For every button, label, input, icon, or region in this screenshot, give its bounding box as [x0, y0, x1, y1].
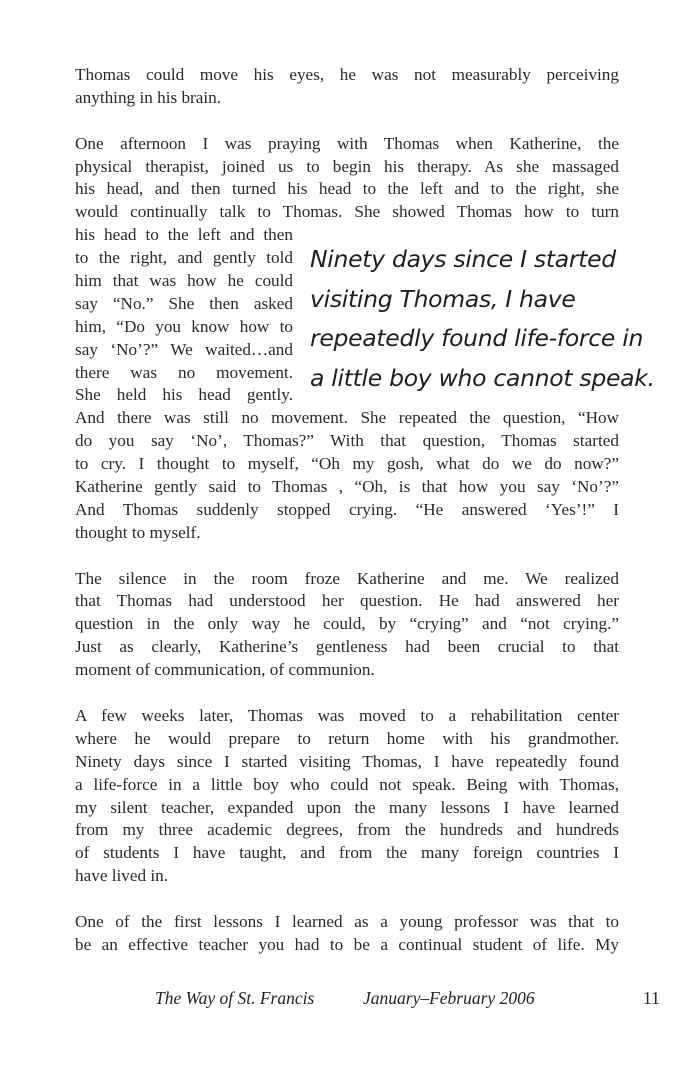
text-line: physical therapist, joined us to begin his therapy. As she massaged	[75, 156, 619, 176]
text-line: him that was how he could	[75, 271, 293, 291]
text-line: And Thomas suddenly stopped crying. “He answered ‘Yes’!” I	[75, 499, 619, 519]
text-line: Just as clearly, Katherine’s gentleness had been crucial to that	[75, 637, 619, 657]
text-line: have lived in.	[75, 866, 169, 886]
text-line: a life-force in a little boy who could not speak. Being with Thomas,	[75, 774, 619, 794]
text-line: do you say ‘No’, Thomas?” With that question, Thomas started	[75, 431, 619, 451]
pull-quote-line: Ninety days since I started	[310, 245, 616, 274]
text-line: A few weeks later, Thomas was moved to a rehabilitation center	[75, 705, 619, 725]
text-line: his head to the left and then	[75, 225, 293, 245]
text-line: say ‘No’?” We waited…and	[75, 339, 293, 359]
pull-quote-line: a little boy who cannot speak.	[310, 363, 655, 392]
text-line: be an effective teacher you had to be a continual student of life. My	[75, 934, 619, 954]
paragraph	[75, 911, 619, 957]
text-line: The silence in the room froze Katherine and me. We realized	[75, 568, 619, 588]
pull-quote-line: visiting Thomas, I have	[310, 284, 576, 313]
article-body	[75, 64, 655, 957]
text-line: to the right, and gently told	[75, 248, 293, 268]
text-line: from my three academic degrees, from the hundreds and hundreds	[75, 820, 619, 840]
paragraph	[75, 224, 293, 407]
page-number: 11	[643, 988, 660, 1008]
text-line: my silent teacher, expanded upon the many lessons I have learned	[75, 797, 619, 817]
paragraph	[75, 407, 619, 544]
publication-title: The Way of St. Francis	[155, 988, 315, 1008]
paragraph	[75, 705, 619, 888]
text-line: say “No.” She then asked	[75, 293, 293, 313]
text-line: One afternoon I was praying with Thomas when Katherine, the	[75, 133, 619, 153]
text-line: of students I have taught, and from the many foreign countries I	[75, 843, 619, 863]
text-line: Katherine gently said to Thomas , “Oh, is that how you say ‘No’?”	[75, 477, 619, 497]
text-line: that Thomas had understood her question. He had answered her	[75, 591, 619, 611]
text-line: Ninety days since I started visiting Thomas, I have repeatedly found	[75, 751, 619, 771]
text-line: to cry. I thought to myself, “Oh my gosh, what do we do now?”	[75, 454, 619, 474]
text-line: One of the first lessons I learned as a young professor was that to	[75, 911, 619, 931]
paragraph	[75, 568, 619, 682]
text-line: would continually talk to Thomas. She showed Thomas how to turn	[75, 202, 619, 222]
paragraph	[75, 133, 619, 225]
text-line: there was no movement.	[75, 362, 293, 382]
pull-quote-section	[75, 224, 655, 407]
text-line: him, “Do you know how to	[75, 316, 293, 336]
text-line: where he would prepare to return home with his grandmother.	[75, 728, 619, 748]
paragraph	[75, 64, 619, 110]
text-line: his head, and then turned his head to the left and to the right, she	[75, 179, 619, 199]
text-line: Thomas could move his eyes, he was not measurably perceiving	[75, 65, 619, 84]
text-line: question in the only way he could, by “crying” and “not crying.”	[75, 614, 619, 634]
text-line: moment of communication, of communion.	[75, 660, 375, 680]
text-line: anything in his brain.	[75, 87, 222, 107]
pull-quote	[310, 228, 655, 407]
pull-quote-line: repeatedly found life-force in	[310, 324, 644, 353]
text-line: She held his head gently.	[75, 385, 293, 405]
issue-date: January–February 2006	[363, 988, 535, 1008]
text-line: thought to myself.	[75, 522, 201, 542]
text-line: And there was still no movement. She repeated the question, “How	[75, 408, 619, 428]
